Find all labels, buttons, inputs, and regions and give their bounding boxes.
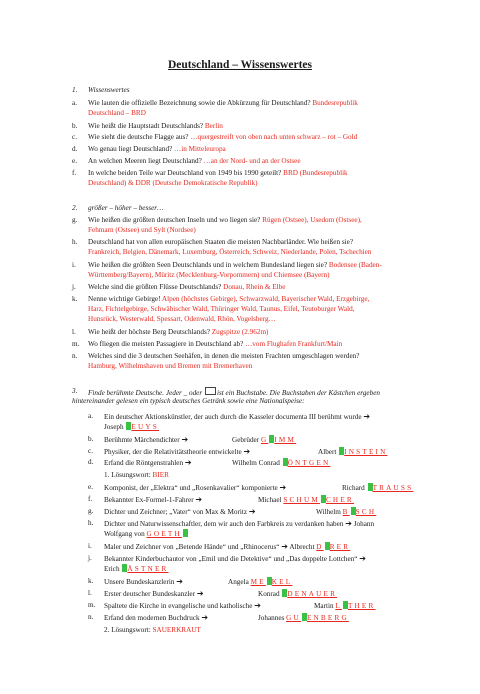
question-text: Unsere Bundeskanzlerin <box>104 578 175 586</box>
question-3d <box>104 458 192 468</box>
answer-3c <box>318 447 388 457</box>
question-3a <box>104 412 370 422</box>
item-label: n. <box>88 613 94 621</box>
item-label: l. <box>88 589 92 597</box>
question-2l <box>88 328 268 337</box>
arrow-icon: ➔ <box>176 577 183 586</box>
answer-text: Berlin <box>204 122 223 130</box>
arrow-icon: ➔ <box>363 412 371 421</box>
answer-3l <box>258 589 337 599</box>
question-3m <box>104 601 261 611</box>
item-label: b. <box>88 435 94 443</box>
answer-text: Fehmarn (Ostsee) und Sylt (Nordsee) <box>88 226 196 234</box>
arrow-icon: ➔ <box>359 554 366 563</box>
answer-letters: SCH <box>355 508 377 516</box>
item-label: a. <box>88 412 93 420</box>
item-label: e. <box>72 157 77 165</box>
answer-text: …quergestreift von oben nach unten schwarz – rot – Gold <box>190 133 358 141</box>
question-text: Erfand den modernen Buchdruck <box>104 614 200 622</box>
question-3l <box>104 589 204 599</box>
item-label: g. <box>72 216 78 224</box>
letter-box-icon <box>205 387 216 395</box>
question-text: Erfand die Röntgenstrahlen <box>104 459 184 467</box>
answer-letters: ME <box>250 578 266 586</box>
solution-1 <box>104 471 169 480</box>
answer-letters: D <box>316 543 324 551</box>
question-text: Dichter und Zeichner; „Vater“ von Max & Moritz <box>104 508 248 516</box>
question-1c <box>88 133 357 142</box>
arrow-icon: ➔ <box>184 458 192 467</box>
answer-3d <box>232 458 330 468</box>
name-prefix: Wolfgang von <box>104 530 145 538</box>
name-prefix: Albert <box>318 448 337 456</box>
answer-3g <box>316 507 376 517</box>
question-1b <box>88 122 223 131</box>
name-prefix: Richard <box>342 484 365 492</box>
arrow-icon: ➔ <box>345 519 352 528</box>
name-prefix: Konrad <box>258 590 280 598</box>
answer-text: Harz, Fichtelgebirge, Schwäbischer Wald, Thüringer Wald, Taunus, Eifel, Teutoburger Wald, <box>88 305 355 313</box>
question-text: Berühmte Märchendichter <box>104 436 180 444</box>
item-label: f. <box>88 495 93 503</box>
answer-letters: CHER <box>325 496 354 504</box>
answer-3h <box>104 529 188 539</box>
question-text: Nenne wichtige Gebirge! <box>88 295 161 303</box>
item-label: j. <box>72 283 76 291</box>
name-prefix: Erich <box>104 565 120 573</box>
answer-letters: G <box>260 436 269 444</box>
answer-3a <box>104 422 159 432</box>
item-label: d. <box>88 458 94 466</box>
answer-text: Deutschland – BRD <box>88 109 146 117</box>
answer-text: Donau, Rhein & Elbe <box>223 283 286 291</box>
question-2g <box>88 216 362 225</box>
answer-letters: GOETH <box>146 530 182 538</box>
arrow-icon: ➔ <box>196 589 204 598</box>
item-label: j. <box>88 554 92 562</box>
answer-text: Hunsrück, Westerwald, Spessart, Odenwald, Rhön, Vogelsberg… <box>88 315 276 323</box>
answer-3m <box>314 601 376 611</box>
question-1e <box>88 157 301 166</box>
name-prefix: Joseph <box>104 423 124 431</box>
item-label: n. <box>72 352 78 360</box>
answer-letters: INSTEIN <box>344 448 388 456</box>
question-text: Wie heißen die größten deutschen Inseln und wo liegen sie? <box>88 216 261 224</box>
answer-letters: ENBERG <box>306 614 349 622</box>
answer-letters: B <box>342 508 350 516</box>
item-label: c. <box>88 447 93 455</box>
arrow-icon: ➔ <box>181 435 189 444</box>
item-label: m. <box>88 601 96 609</box>
question-text: Bekannter Kinderbuchautor von „Emil und die Detektive“ und „Das doppelte Lottchen“ <box>104 555 358 563</box>
answer-3b <box>232 435 296 445</box>
name-prefix: Albrecht <box>289 543 315 551</box>
item-label: m. <box>72 340 80 348</box>
question-text: Welches sind die 3 deutschen Seehäfen, in denen die meisten Frachten umgeschlagen werden? <box>88 352 360 360</box>
question-3c <box>104 447 250 457</box>
question-text: Wie heißt die Hauptstadt Deutschlands? <box>88 122 204 130</box>
question-3b <box>104 435 188 445</box>
answer-letters: DENAUER <box>287 590 338 598</box>
intro-text: hintereinander gelesen ein typisch deutsches Getränk sowie eine Nationalspeise: <box>72 397 305 405</box>
question-text: Spaltete die Kirche in evangelische und katholische <box>104 602 253 610</box>
solution-label: 2. Lösungswort: <box>104 626 151 634</box>
answer-3n <box>258 613 349 623</box>
item-label: k. <box>88 577 94 585</box>
question-3i <box>104 542 350 552</box>
answer-3f <box>258 495 354 505</box>
question-text: An welchen Meeren liegt Deutschland? <box>88 157 202 165</box>
question-text: Bekannter Ex-Formel-1-Fahrer <box>104 496 194 504</box>
arrow-icon: ➔ <box>248 507 256 516</box>
solution-letter-box <box>183 529 188 537</box>
question-text: Wo genau liegt Deutschland? <box>88 145 173 153</box>
section1-number: 1. <box>72 86 78 94</box>
answer-text: …an der Nord- und an der Ostsee <box>203 157 301 165</box>
answer-letters: GU <box>286 614 301 622</box>
item-label: h. <box>72 238 78 246</box>
solution-word: SAUERKRAUT <box>152 626 201 634</box>
answer-3k <box>228 577 292 587</box>
section2-number: 2. <box>72 204 78 212</box>
section2-heading: größer – höher – besser… <box>88 204 164 212</box>
answer-text: …in Mitteleuropa <box>174 145 226 153</box>
answer-text: Württemberg/Bayern), Müritz (Mecklenburg-Vorpommern) und Chiemsee (Bayern) <box>88 271 330 279</box>
question-3n <box>104 613 208 623</box>
answer-text: Alpen (höchstes Gebirge), Schwarzwald, Bayerischer Wald, Erzgebirge, <box>161 295 370 303</box>
intro-text: ist ein Buchstabe. Die Buchstaben der Kästchen ergeben <box>216 389 380 397</box>
solution-word: BIER <box>152 471 169 479</box>
item-label: b. <box>72 122 78 130</box>
question-text: Deutschland hat von allen europäischen Staaten die meisten Nachbarländer. Wie heißen sie? <box>88 238 354 246</box>
question-text: Komponist, der „Elektra“ und „Rosenkavalier“ komponierte <box>104 484 278 492</box>
answer-text: Rügen (Ostsee), Usedom (Ostsee), <box>262 216 362 224</box>
question-text: Maler und Zeichner von „Betende Hände“ und „Rhinocerus“ <box>104 543 280 551</box>
name-prefix: Angela <box>228 578 249 586</box>
question-text: Dichter und Naturwissenschaftler, dem wir auch den Farbkreis zu verdanken haben <box>104 520 344 528</box>
item-label: d. <box>72 145 78 153</box>
item-label: f. <box>72 169 77 177</box>
page-title: Deutschland – Wissenswertes <box>168 59 312 71</box>
section1-heading: Wissenswertes <box>88 86 130 94</box>
name-prefix: Gebrüder <box>232 436 260 444</box>
name-prefix: Johannes <box>258 614 285 622</box>
arrow-icon: ➔ <box>254 601 261 610</box>
answer-letters: TRAUSS <box>372 484 414 492</box>
question-text: Wo fliegen die meisten Passagiere in Deutschland ab? <box>88 340 244 348</box>
answer-text: Bodensee (Baden- <box>328 261 382 269</box>
question-2k <box>88 295 369 304</box>
answer-letters: IMM <box>274 436 297 444</box>
question-3g <box>104 507 256 517</box>
question-2m <box>88 340 342 349</box>
question-text: Erster deutscher Bundeskanzler <box>104 590 196 598</box>
name-prefix: Wilhelm Conrad <box>232 459 280 467</box>
question-text: Ein deutscher Aktionskünstler, der auch durch die Kasseler documenta III berühmt wurde <box>104 413 362 421</box>
name-prefix: Martin <box>314 602 334 610</box>
answer-text: …vom Flughafen Frankfurt/Main <box>245 340 343 348</box>
answer-letters: SCHUM <box>283 496 320 504</box>
question-3e <box>104 483 286 493</box>
item-label: g. <box>88 507 94 515</box>
intro-text: Finde berühmte Deutsche. Jeder _ oder <box>88 389 203 397</box>
question-1d <box>88 145 226 154</box>
item-label: k. <box>72 295 78 303</box>
question-1f <box>88 169 348 178</box>
answer-text: Frankreich, Belgien, Dänemark, Luxemburg, Österreich, Schweiz, Niederlande, Polen, Tschechien <box>88 248 372 256</box>
question-3j <box>104 554 366 564</box>
item-label: a. <box>72 99 77 107</box>
answer-letters: KEL <box>271 578 293 586</box>
question-1a <box>88 99 358 108</box>
solution-2 <box>104 626 201 635</box>
answer-text: Bundesrepublik <box>312 99 358 107</box>
answer-3e <box>342 483 413 493</box>
name-prefix: Wilhelm <box>316 508 341 516</box>
question-text: Wie heißen die größten Seen Deutschlands und in welchem Bundesland liegen sie? <box>88 261 328 269</box>
item-label: e. <box>88 483 93 491</box>
section3-number: 3. <box>72 387 78 395</box>
item-label: i. <box>72 261 76 269</box>
arrow-icon: ➔ <box>281 542 288 551</box>
question-2j <box>88 283 285 292</box>
name-prefix: Johann <box>353 520 375 528</box>
answer-letters: ÖNTGEN <box>287 459 331 467</box>
arrow-icon: ➔ <box>243 447 251 456</box>
item-label: h. <box>88 519 94 527</box>
question-text: Wie lauten die offizielle Bezeichnung sowie die Abkürzung für Deutschland? <box>88 99 311 107</box>
answer-letters: RER <box>329 543 351 551</box>
question-text: Wie heißt der höchste Berg Deutschlands? <box>88 328 210 336</box>
solution-label: 1. Lösungswort: <box>104 471 151 479</box>
answer-letters: THER <box>347 602 376 610</box>
answer-text: BRD (Bundesrepublik <box>283 169 348 177</box>
name-prefix: Michael <box>258 496 282 504</box>
question-text: In welche beiden Teile war Deutschland von 1949 bis 1990 geteilt? <box>88 169 282 177</box>
question-3k <box>104 577 183 587</box>
question-text: Welche sind die größten Flüsse Deutschlands? <box>88 283 222 291</box>
answer-text: Hamburg, Wilhelmshaven und Bremen mit Bremerhaven <box>88 362 253 370</box>
answer-letters: L <box>335 602 342 610</box>
question-2i <box>88 261 382 270</box>
item-label: l. <box>72 328 76 336</box>
arrow-icon: ➔ <box>279 483 287 492</box>
arrow-icon: ➔ <box>201 613 209 622</box>
item-label: i. <box>88 542 92 550</box>
arrow-icon: ➔ <box>195 495 203 504</box>
question-text: Wie sieht die deutsche Flagge aus? <box>88 133 189 141</box>
answer-text: Zugspitze (2.962m) <box>211 328 269 336</box>
question-3h <box>104 519 374 529</box>
answer-3j <box>104 564 169 574</box>
question-text: Physiker, der die Relativitätstheorie entwickelte <box>104 448 242 456</box>
answer-letters: ÄSTNER <box>127 565 169 573</box>
question-3f <box>104 495 202 505</box>
item-label: c. <box>72 133 77 141</box>
answer-text: Deutschland) & DDR (Deutsche Demokratische Republik) <box>88 179 258 187</box>
answer-letters: EUYS <box>131 423 159 431</box>
